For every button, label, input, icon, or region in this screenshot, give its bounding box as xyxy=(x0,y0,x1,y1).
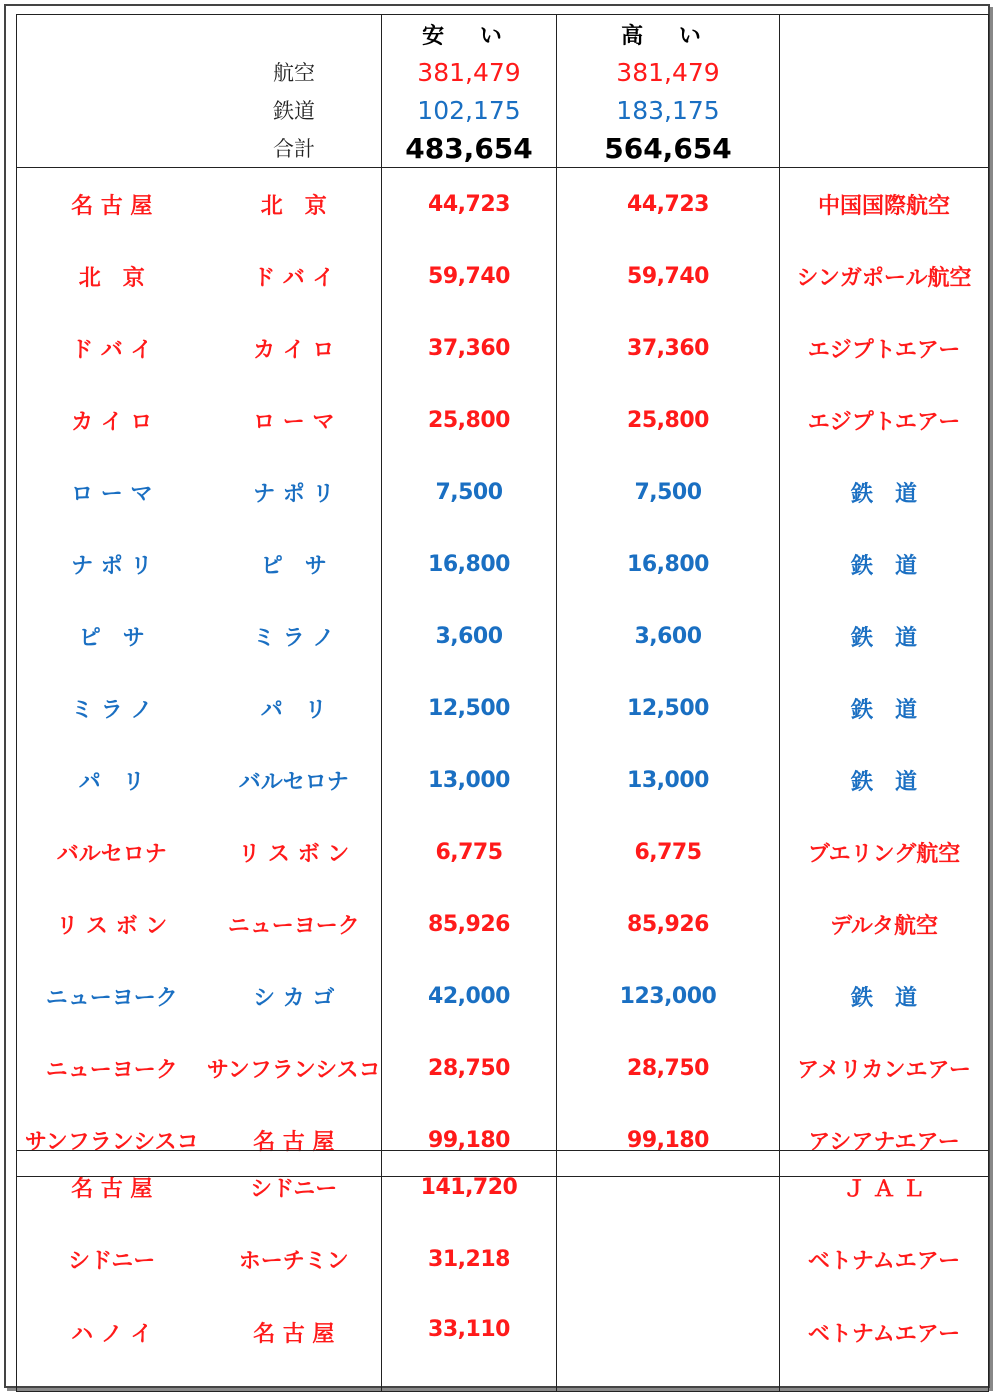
fare-table xyxy=(16,14,989,1177)
origin-city: 北 京 xyxy=(78,265,145,291)
route-row xyxy=(17,384,989,456)
route-cell xyxy=(17,600,382,672)
col-expensive-header: 高 い xyxy=(557,15,780,54)
destination-city: 名 古 屋 xyxy=(253,1322,335,1347)
destination-city: シ カ ゴ xyxy=(253,985,335,1011)
carrier-name: エジプトエアー xyxy=(780,312,989,384)
route-cell xyxy=(17,1223,382,1295)
destination-city: パ リ xyxy=(260,697,327,723)
route-cell xyxy=(17,384,382,456)
destination-city: リ ス ボ ン xyxy=(238,841,350,867)
carrier-name: 鉄 道 xyxy=(780,672,989,744)
route-row xyxy=(17,960,989,1032)
route-cell xyxy=(17,888,382,960)
destination-city: バルセロナ xyxy=(238,769,349,795)
origin-city: 名 古 屋 xyxy=(71,193,153,219)
route-cell xyxy=(17,744,382,816)
expensive-fare: 37,360 xyxy=(557,312,780,384)
route-row xyxy=(17,1223,989,1295)
origin-city: ナ ポ リ xyxy=(71,553,153,579)
cheap-fare: 12,500 xyxy=(382,672,557,744)
route-row xyxy=(17,168,989,241)
destination-city: ド バ イ xyxy=(253,265,335,291)
route-cell xyxy=(17,240,382,312)
col-cheap-header: 安 い xyxy=(382,15,557,54)
route-row xyxy=(17,456,989,528)
origin-city: シドニー xyxy=(68,1248,156,1274)
route-cell xyxy=(17,168,382,241)
carrier-name: 鉄 道 xyxy=(780,960,989,1032)
origin-city: パ リ xyxy=(78,769,145,795)
origin-city: ピ サ xyxy=(78,625,145,651)
origin-city: カ イ ロ xyxy=(71,409,153,435)
expensive-fare: 25,800 xyxy=(557,384,780,456)
expensive-fare xyxy=(557,1223,780,1295)
route-row xyxy=(17,888,989,960)
expensive-fare: 6,775 xyxy=(557,816,780,888)
origin-city: リ ス ボ ン xyxy=(56,913,168,939)
cheap-fare: 141,720 xyxy=(382,1151,557,1224)
summary-label: 合計 xyxy=(17,129,382,168)
header-row-columns xyxy=(17,15,989,54)
route-cell xyxy=(17,816,382,888)
expensive-fare: 13,000 xyxy=(557,744,780,816)
route-cell xyxy=(17,1151,382,1224)
origin-city: ニューヨーク xyxy=(45,985,178,1011)
route-cell xyxy=(17,1295,382,1392)
destination-city: ピ サ xyxy=(260,553,327,579)
summary-cheap-value: 381,479 xyxy=(382,53,557,91)
route-row xyxy=(17,816,989,888)
origin-city: ニューヨーク xyxy=(45,1057,178,1083)
expensive-fare: 16,800 xyxy=(557,528,780,600)
carrier-name: 鉄 道 xyxy=(780,528,989,600)
header-carrier-blank xyxy=(780,15,989,168)
cheap-fare: 7,500 xyxy=(382,456,557,528)
cheap-fare: 59,740 xyxy=(382,240,557,312)
cheap-fare: 44,723 xyxy=(382,168,557,241)
expensive-fare: 12,500 xyxy=(557,672,780,744)
summary-expensive-value: 183,175 xyxy=(557,91,780,129)
carrier-name: アメリカンエアー xyxy=(780,1032,989,1104)
expensive-fare: 99,180 xyxy=(557,1104,780,1177)
route-row xyxy=(17,672,989,744)
destination-city: ロ ー マ xyxy=(253,409,335,435)
destination-city: ミ ラ ノ xyxy=(253,625,335,651)
route-cell xyxy=(17,672,382,744)
carrier-name: ベトナムエアー xyxy=(780,1295,989,1392)
route-row xyxy=(17,1032,989,1104)
carrier-name: デルタ航空 xyxy=(780,888,989,960)
carrier-name: 鉄 道 xyxy=(780,600,989,672)
route-row xyxy=(17,1295,989,1392)
origin-city: ハ ノ イ xyxy=(71,1322,153,1347)
origin-city: ミ ラ ノ xyxy=(71,697,153,723)
cheap-fare: 31,218 xyxy=(382,1223,557,1295)
expensive-fare: 7,500 xyxy=(557,456,780,528)
summary-cheap-total: 483,654 xyxy=(382,129,557,168)
route-cell xyxy=(17,1032,382,1104)
origin-city: ド バ イ xyxy=(71,337,153,363)
origin-city: バルセロナ xyxy=(56,841,167,867)
destination-city: ナ ポ リ xyxy=(253,481,335,507)
cheap-fare: 42,000 xyxy=(382,960,557,1032)
origin-city: サンフランシスコ xyxy=(24,1129,199,1155)
cheap-fare: 85,926 xyxy=(382,888,557,960)
summary-expensive-value: 381,479 xyxy=(557,53,780,91)
cheap-fare: 13,000 xyxy=(382,744,557,816)
route-row xyxy=(17,528,989,600)
destination-city: 北 京 xyxy=(260,193,327,219)
cheap-fare: 25,800 xyxy=(382,384,557,456)
summary-label: 航空 xyxy=(17,53,382,91)
expensive-fare: 3,600 xyxy=(557,600,780,672)
summary-label: 鉄道 xyxy=(17,91,382,129)
route-cell xyxy=(17,312,382,384)
route-row xyxy=(17,600,989,672)
expensive-fare xyxy=(557,1295,780,1392)
destination-city: シドニー xyxy=(250,1176,338,1202)
carrier-name: エジプトエアー xyxy=(780,384,989,456)
header-blank xyxy=(17,15,382,54)
carrier-name: アシアナエアー xyxy=(780,1104,989,1177)
route-row xyxy=(17,1151,989,1224)
route-cell xyxy=(17,528,382,600)
route-cell xyxy=(17,960,382,1032)
cheap-fare: 28,750 xyxy=(382,1032,557,1104)
cheap-fare: 16,800 xyxy=(382,528,557,600)
destination-city: 名 古 屋 xyxy=(253,1129,335,1155)
origin-city: 名 古 屋 xyxy=(71,1176,153,1202)
origin-city: ロ ー マ xyxy=(71,481,153,507)
cheap-fare: 37,360 xyxy=(382,312,557,384)
destination-city: ホーチミン xyxy=(238,1248,349,1274)
route-row xyxy=(17,744,989,816)
carrier-name: ベトナムエアー xyxy=(780,1223,989,1295)
cheap-fare: 6,775 xyxy=(382,816,557,888)
fare-table-2 xyxy=(16,1150,989,1392)
expensive-fare: 59,740 xyxy=(557,240,780,312)
carrier-name: ブエリング航空 xyxy=(780,816,989,888)
summary-cheap-value: 102,175 xyxy=(382,91,557,129)
route-row xyxy=(17,312,989,384)
route-cell xyxy=(17,456,382,528)
destination-city: サンフランシスコ xyxy=(206,1057,381,1083)
summary-expensive-total: 564,654 xyxy=(557,129,780,168)
expensive-fare: 44,723 xyxy=(557,168,780,241)
destination-city: ニューヨーク xyxy=(227,913,360,939)
carrier-name: Ｊ Ａ Ｌ xyxy=(780,1151,989,1224)
destination-city: カ イ ロ xyxy=(253,337,335,363)
expensive-fare: 123,000 xyxy=(557,960,780,1032)
route-row xyxy=(17,240,989,312)
carrier-name: 鉄 道 xyxy=(780,456,989,528)
carrier-name: 中国国際航空 xyxy=(780,168,989,241)
carrier-name: シンガポール航空 xyxy=(780,240,989,312)
expensive-fare: 28,750 xyxy=(557,1032,780,1104)
expensive-fare xyxy=(557,1151,780,1224)
cheap-fare: 99,180 xyxy=(382,1104,557,1177)
cheap-fare: 3,600 xyxy=(382,600,557,672)
expensive-fare: 85,926 xyxy=(557,888,780,960)
cheap-fare: 33,110 xyxy=(382,1295,557,1392)
carrier-name: 鉄 道 xyxy=(780,744,989,816)
